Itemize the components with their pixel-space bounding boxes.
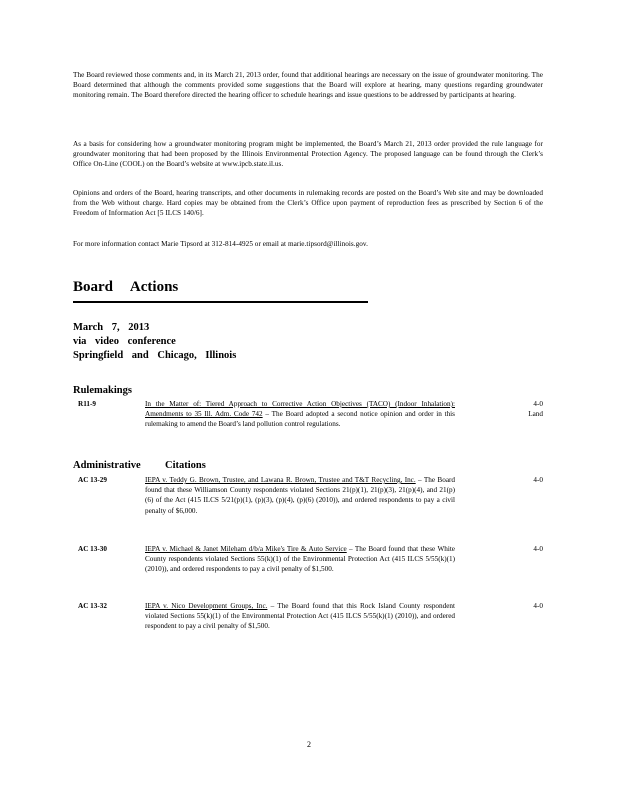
case-summary: – The Board adopted a second notice opinion and order in this rulemaking to amend the Board’s land pollution control regulations. — [145, 410, 455, 429]
case-title-link[interactable]: In the Matter of: Tiered Approach to Corrective Action Objectives (TACO) (Indoor Inhalation): Amendments to 35 Ill. Adm. Code 742 — [145, 400, 455, 419]
list-item — [73, 544, 543, 589]
case-summary: – The Board found that this Rock Island County respondent violated Sections 55(k)(1) of the Environmental Protection Act (415 ILCS 5/55(k)(1) (2010)), and ordered respondent to pay a civil penalty of $1,500. — [145, 602, 455, 631]
rulemakings-title: Rulemakings — [73, 385, 132, 396]
vote-count: 4-0 — [533, 545, 543, 553]
meeting-info — [73, 321, 236, 363]
vote-count: 4-0 — [533, 400, 543, 408]
docket-number: R11-9 — [78, 400, 96, 408]
category-label: Land — [528, 410, 543, 418]
meeting-location: Springfield and Chicago, Illinois — [73, 350, 237, 361]
meeting-via: via video conference — [73, 336, 176, 347]
case-title-link[interactable]: IEPA v. Nico Development Groups, Inc. — [145, 602, 268, 610]
section-heading-board-actions: Board Actions — [73, 279, 179, 295]
heading-divider — [73, 301, 368, 303]
case-summary: – The Board found that these White County respondents violated Sections 55(k)(1) of the Environmental Protection Act (415 ILCS 5/55(k)(1) (2010)), and ordered respondents to pay a civil penalty of $1,500. — [145, 545, 456, 574]
administrative-title: Administrative — [73, 460, 141, 471]
vote-count: 4-0 — [533, 602, 543, 610]
docket-number: AC 13-32 — [78, 602, 107, 610]
entry-description — [145, 475, 455, 516]
case-title-link[interactable]: IEPA v. Teddy G. Brown, Trustee, and Lawana R. Brown, Trustee and T&T Recycling, Inc. — [145, 476, 416, 484]
vote-count: 4-0 — [533, 476, 543, 484]
paragraph-rule-language: As a basis for considering how a groundwater monitoring program might be implemented, the Board’s March 21, 2013 order provided the rule language for groundwater monitoring that had been proposed by the Illinois Environmental Protection Agency. The proposed language can be found through the Clerk’s Office On-Line (COOL) on the Board’s website at www.ipcb.state.il.us. — [73, 140, 543, 168]
docket-number: AC 13-30 — [78, 545, 107, 553]
docket-number: AC 13-29 — [78, 476, 107, 484]
list-item — [73, 475, 543, 530]
citations-subtitle: Citations — [165, 460, 206, 471]
paragraph-contact: For more information contact Marie Tipsord at 312-814-4925 or email at marie.tipsord@illinois.gov. — [73, 240, 368, 248]
page-number: 2 — [307, 740, 311, 749]
paragraph-opinions: Opinions and orders of the Board, hearing transcripts, and other documents in rulemaking records are posted on the Board’s Web site and may be downloaded from the Web without charge. Hard copies may be obtained from the Clerk’s Office upon payment of reproduction fees as prescribed by Section 6 of the Freedom of Information Act [5 ILCS 140/6]. — [73, 189, 543, 217]
paragraph-hearings: The Board reviewed those comments and, in its March 21, 2013 order, found that additional hearings are necessary on the issue of groundwater monitoring. The Board determined that although the comments provided some suggestions that the Board will explore at hearing, many questions regarding groundwater monitoring remain. The Board therefore directed the hearing officer to schedule hearings and issue questions to be addressed by participants at hearing. — [73, 71, 543, 99]
entry-description — [145, 544, 455, 575]
list-item — [73, 399, 543, 441]
meeting-date: March 7, 2013 — [73, 322, 150, 333]
entry-description — [145, 601, 455, 632]
section-title-rulemakings — [73, 385, 132, 396]
case-title-link[interactable]: IEPA v. Michael & Janet Mileham d/b/a Mike's Tire & Auto Service — [145, 545, 347, 553]
list-item — [73, 601, 543, 646]
entry-description — [145, 399, 455, 430]
section-title-administrative-citations — [73, 460, 206, 471]
case-summary: – The Board found that these Williamson County respondents violated Sections 21(p)(1), 21(p)(3), 21(p)(4), and 21(p)(6) of the Act (415 ILCS 5/21(p)(1), (p)(3), (p)(4), (p)(6) (2010)), and ordered respondents to pay a civil penalty of $6,000. — [145, 476, 455, 515]
